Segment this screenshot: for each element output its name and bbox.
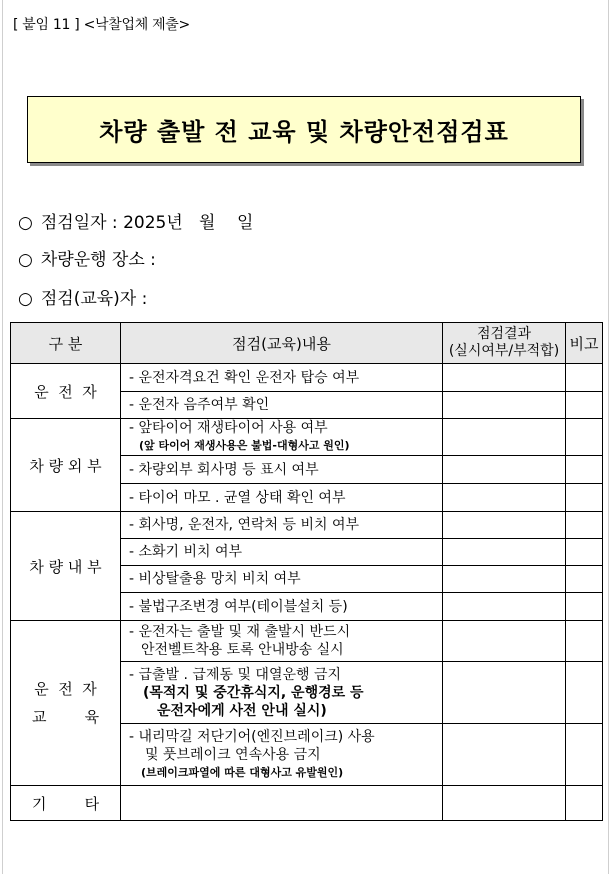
info-date (18, 208, 253, 233)
note-cell[interactable] (566, 566, 603, 593)
item-text-multiline (121, 662, 443, 724)
table-row (11, 419, 603, 456)
category-line: 운 전 자 (34, 680, 97, 698)
table-row (11, 512, 603, 539)
item-text: - 비상탈출용 망치 비치 여부 (121, 566, 443, 593)
item-line: 안전벨트착용 토록 안내방송 실시 (141, 642, 344, 658)
item-line: - 운전자는 출발 및 재 출발시 반드시 (129, 624, 351, 640)
note-cell[interactable] (566, 484, 603, 512)
header-result-line1: 점검결과 (476, 326, 532, 342)
item-text: - 타이어 마모 . 균열 상태 확인 여부 (121, 484, 443, 512)
category-line: 교 육 (31, 708, 100, 726)
result-cell[interactable] (443, 724, 566, 786)
note-cell[interactable] (566, 456, 603, 484)
note-cell[interactable] (566, 512, 603, 539)
header-note: 비고 (566, 323, 603, 364)
attachment-label: [ 붙임 11 ] <낙찰업체 제출> (13, 17, 190, 33)
header-category: 구 분 (11, 323, 121, 364)
document-title: 차량 출발 전 교육 및 차량안전점검표 (99, 118, 509, 146)
header-result-line2: (실시여부/부적합) (448, 343, 560, 359)
table-row (11, 621, 603, 662)
category-other: 기 타 (11, 786, 121, 821)
table-row (11, 364, 603, 392)
table-header-row (11, 323, 603, 364)
item-line: - 앞타이어 재생타이어 사용 여부 (129, 420, 328, 436)
item-text: - 소화기 비치 여부 (121, 539, 443, 566)
result-cell[interactable] (443, 456, 566, 484)
note-cell[interactable] (566, 593, 603, 621)
circle-bullet-icon: ○ (18, 213, 33, 233)
result-cell[interactable] (443, 593, 566, 621)
category-interior: 차 량 내 부 (11, 512, 121, 621)
item-line: - 급출발 . 급제동 및 대열운행 금지 (129, 666, 342, 683)
note-cell[interactable] (566, 724, 603, 786)
note-cell[interactable] (566, 662, 603, 724)
note-cell[interactable] (566, 621, 603, 662)
category-education (11, 621, 121, 786)
note-cell[interactable] (566, 539, 603, 566)
note-cell[interactable] (566, 392, 603, 419)
title-box (27, 96, 581, 163)
note-cell[interactable] (566, 786, 603, 821)
info-inspector (18, 284, 147, 309)
result-cell[interactable] (443, 621, 566, 662)
result-cell[interactable] (443, 364, 566, 392)
header-result (443, 323, 566, 364)
item-line-bold: 운전자에게 사전 안내 실시) (157, 702, 327, 719)
item-text: - 운전자격요건 확인 운전자 탑승 여부 (121, 364, 443, 392)
item-note: (브레이크파열에 따른 대형사고 유발원인) (141, 765, 344, 779)
result-cell[interactable] (443, 566, 566, 593)
item-text-multiline (121, 724, 443, 786)
place-label: 차량운행 장소 : (40, 250, 156, 270)
inspector-label: 점검(교육)자 : (40, 289, 148, 309)
item-text: - 불법구조변경 여부(테이블설치 등) (121, 593, 443, 621)
result-cell[interactable] (443, 419, 566, 456)
content-cell[interactable] (121, 786, 443, 821)
item-text: - 운전자 음주여부 확인 (121, 392, 443, 419)
item-text: - 회사명, 운전자, 연락처 등 비치 여부 (121, 512, 443, 539)
result-cell[interactable] (443, 662, 566, 724)
result-cell[interactable] (443, 484, 566, 512)
inspection-table (10, 322, 603, 821)
table-row (11, 786, 603, 821)
item-text: - 차량외부 회사명 등 표시 여부 (121, 456, 443, 484)
date-label: 점검일자 : 2025년 월 일 (40, 213, 254, 233)
item-text-multiline (121, 419, 443, 456)
note-cell[interactable] (566, 419, 603, 456)
result-cell[interactable] (443, 539, 566, 566)
category-exterior: 차 량 외 부 (11, 419, 121, 512)
item-line-bold: (목적지 및 중간휴식지, 운행경로 등 (143, 684, 364, 701)
item-text-multiline (121, 621, 443, 662)
note-cell[interactable] (566, 364, 603, 392)
circle-bullet-icon: ○ (18, 250, 33, 270)
circle-bullet-icon: ○ (18, 289, 33, 309)
item-line: 및 풋브레이크 연속사용 금지 (145, 746, 321, 763)
result-cell[interactable] (443, 786, 566, 821)
item-note: (앞 타이어 재생사용은 불법-대형사고 원인) (139, 439, 350, 452)
result-cell[interactable] (443, 392, 566, 419)
result-cell[interactable] (443, 512, 566, 539)
info-place (18, 245, 156, 270)
header-content: 점검(교육)내용 (121, 323, 443, 364)
category-driver: 운 전 자 (11, 364, 121, 419)
item-line: - 내리막길 저단기어(엔진브레이크) 사용 (129, 728, 375, 745)
